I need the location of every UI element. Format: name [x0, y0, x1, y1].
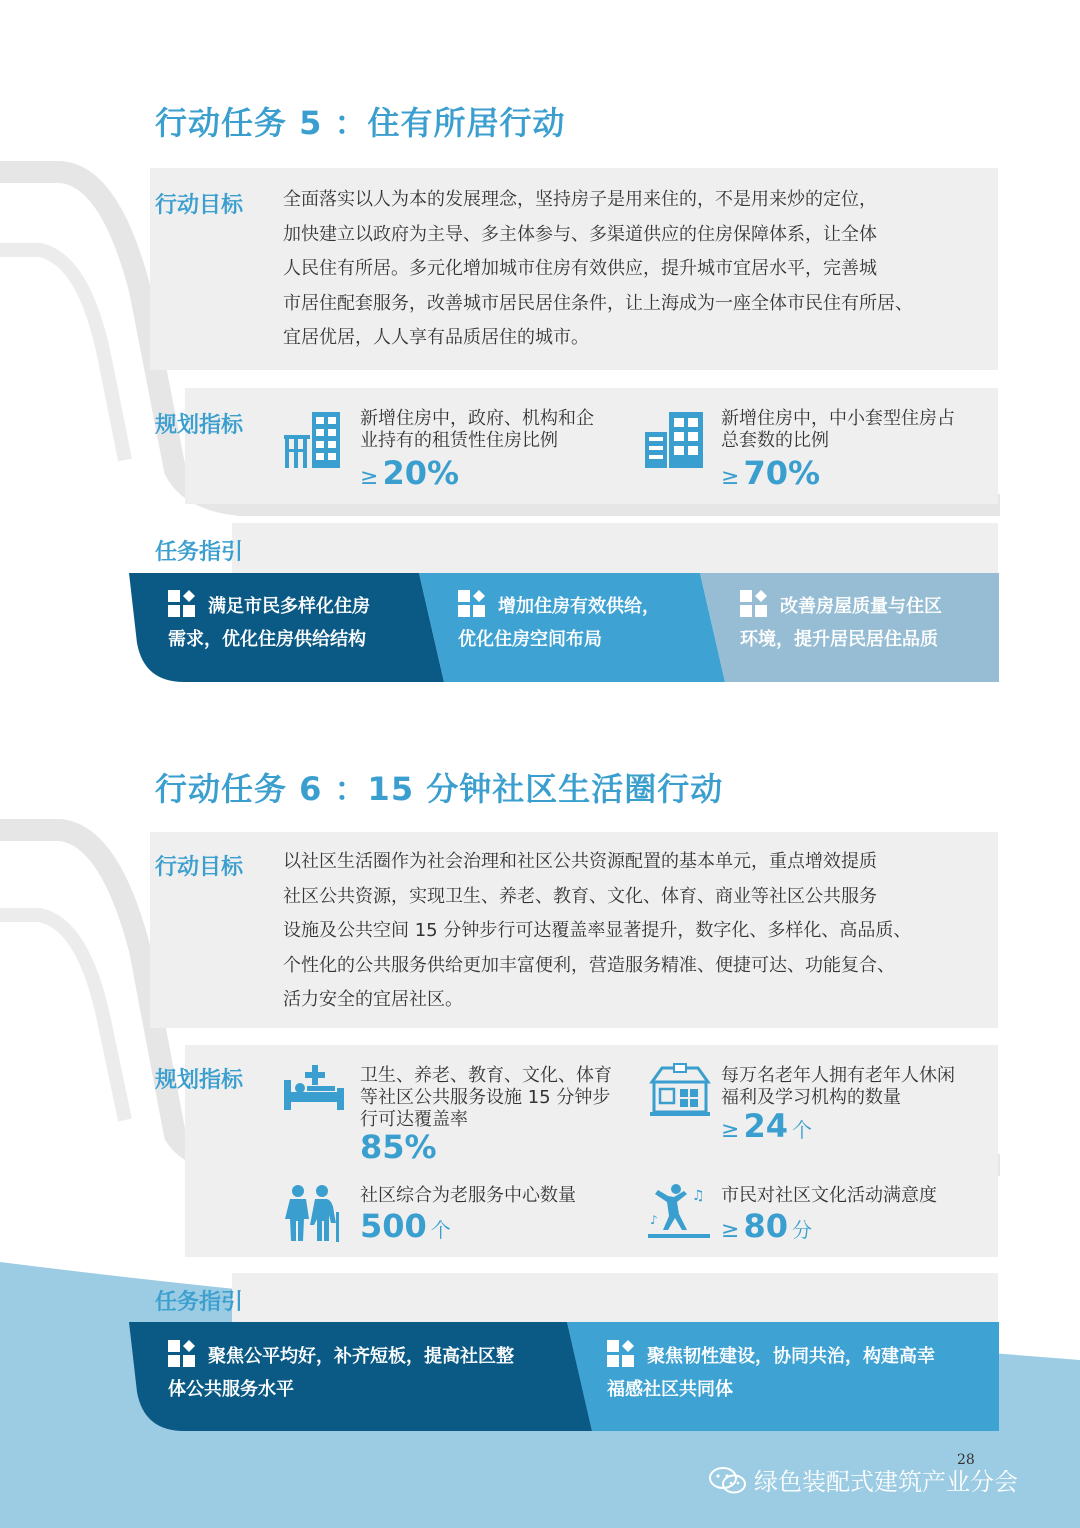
facility-icon	[648, 1062, 712, 1126]
indicator-value: ≥ 20%	[360, 454, 460, 492]
indicator-description: 新增住房中，中小套型住房占总套数的比例	[721, 408, 955, 451]
section5-indicator-label: 规划指标	[155, 413, 244, 438]
footer-watermark: 绿色装配式建筑产业分会	[708, 1462, 1018, 1497]
wechat-icon	[708, 1466, 748, 1496]
grid-icon	[607, 1340, 635, 1368]
indicator-value: ≥ 70%	[721, 454, 821, 492]
section6-guide-2: 聚焦韧性建设，协同共治，构建高幸 福感社区共同体	[607, 1340, 987, 1406]
section6-title: 行动任务 6 ：15 分钟社区生活圈行动	[155, 770, 724, 808]
indicator-description: 社区综合为老服务中心数量	[360, 1185, 576, 1206]
section6-indicator-3	[282, 1182, 622, 1252]
indicator-description: 卫生、养老、教育、文化、体育等社区公共服务设施 15 分钟步行可达覆盖率	[360, 1065, 612, 1130]
section5-guide-3: 改善房屋质量与住区 环境，提升居民居住品质	[740, 590, 990, 656]
elderly-icon	[282, 1182, 346, 1246]
section6-guide-label: 任务指引	[155, 1290, 244, 1315]
indicator-value: ≥ 80 分	[721, 1207, 812, 1245]
indicator-description: 每万名老年人拥有老年人休闲福利及学习机构的数量	[721, 1065, 955, 1108]
apartment-icon	[643, 407, 707, 471]
grid-icon	[168, 1340, 196, 1368]
hospital-bed-icon	[282, 1062, 346, 1126]
section5-guide-panel	[232, 523, 998, 573]
section5-guide-label: 任务指引	[155, 540, 244, 565]
section6-indicator-1	[282, 1062, 622, 1167]
svg-text:♪: ♪	[650, 1213, 658, 1227]
section6-guide-panel	[232, 1273, 998, 1323]
section6-indicator-label: 规划指标	[155, 1068, 244, 1093]
section6-indicator-4	[648, 1182, 978, 1252]
grid-icon	[458, 590, 486, 618]
indicator-value: ≥ 24 个	[721, 1107, 812, 1145]
svg-text:♫: ♫	[692, 1188, 705, 1204]
grid-icon	[168, 590, 196, 618]
grid-icon	[740, 590, 768, 618]
section5-title: 行动任务 5 ：住有所居行动	[155, 104, 566, 142]
indicator-description: 新增住房中，政府、机构和企业持有的租赁性住房比例	[360, 408, 594, 451]
building-icon	[282, 407, 346, 471]
section6-goal-text: 以社区生活圈作为社会治理和社区公共资源配置的基本单元，重点增效提质 社区公共资源，实现卫生、养老、教育、文化、体育、商业等社区公共服务 设施及公共空间 15 分钟步行可达覆盖率显著提升，数字化、多样化、高品质、 个性化的公共服务供给更加丰富便利，营造服务精准、便捷可达、功能复合、 活力安全的宜居社区。	[283, 851, 912, 1011]
section6-guide-1: 聚焦公平均好，补齐短板，提高社区整 体公共服务水平	[168, 1340, 568, 1406]
indicator-value: 500 个	[360, 1207, 451, 1245]
section5-goal-text: 全面落实以人为本的发展理念，坚持房子是用来住的，不是用来炒的定位， 加快建立以政府为主导、多主体参与、多渠道供应的住房保障体系，让全体 人民住有所居。多元化增加城市住房有效供应，提升城市宜居水平，完善城 市居住配套服务，改善城市居民居住条件，让上海成为一座全体市民住有所居、 宜居优居，人人享有品质居住的城市。	[283, 189, 913, 349]
indicator-description: 市民对社区文化活动满意度	[721, 1185, 937, 1206]
section5-goal-label: 行动目标	[155, 193, 244, 218]
section5-indicator-1	[282, 405, 612, 495]
dancer-icon	[648, 1182, 712, 1246]
indicator-value: 85%	[360, 1128, 437, 1166]
section5-guide-2: 增加住房有效供给， 优化住房空间布局	[458, 590, 718, 656]
section6-indicator-2	[648, 1062, 978, 1152]
section5-indicator-2	[643, 405, 973, 495]
section6-goal-label: 行动目标	[155, 855, 244, 880]
section5-guide-1: 满足市民多样化住房 需求，优化住房供给结构	[168, 590, 428, 656]
page-number: 28	[957, 1452, 975, 1468]
